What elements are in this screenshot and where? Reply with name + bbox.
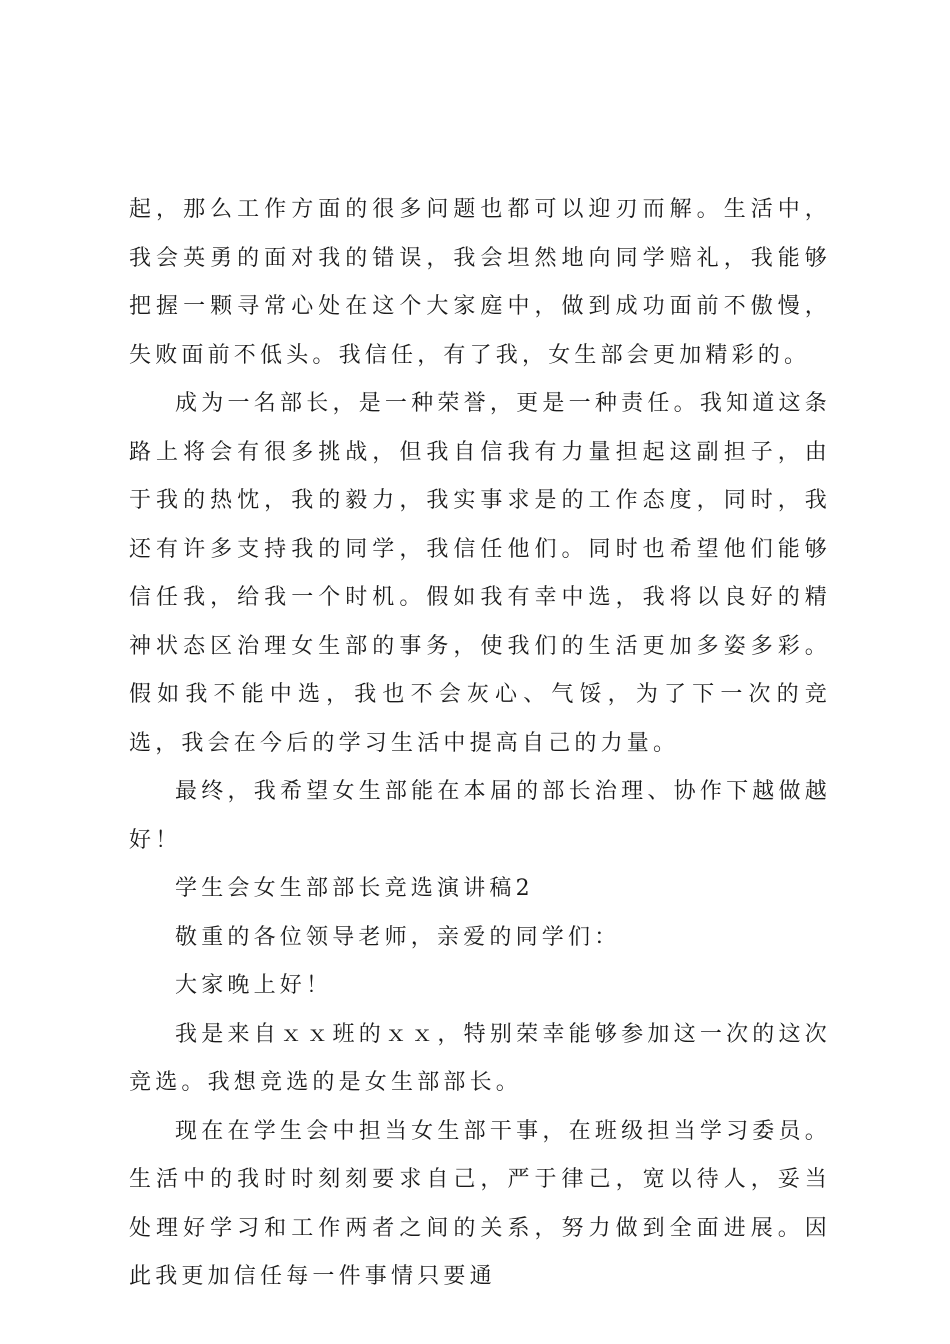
paragraph-continued: 起，那么工作方面的很多问题也都可以迎刃而解。生活中，我会英勇的面对我的错误，我会坦然地向同学赔礼，我能够把握一颗寻常心处在这个大家庭中，做到成功面前不傲慢，失败面前不低头。我信任，有了我，女生部会更加精彩的。 bbox=[129, 197, 831, 368]
document-body bbox=[129, 186, 831, 1302]
salutation: 敬重的各位领导老师，亲爱的同学们： bbox=[175, 924, 621, 950]
paragraph-closing: 最终，我希望女生部能在本届的部长治理、协作下越做越好！ bbox=[129, 779, 831, 853]
paragraph-current-role: 现在在学生会中担当女生部干事，在班级担当学习委员。生活中的我时时刻刻要求自己，严于律己，宽以待人，妥当处理好学习和工作两者之间的关系，努力做到全面进展。因此我更加信任每一件事情只要通 bbox=[129, 1118, 831, 1289]
section-heading: 学生会女生部部长竞选演讲稿2 bbox=[175, 876, 534, 901]
paragraph-responsibility: 成为一名部长，是一种荣誉，更是一种责任。我知道这条路上将会有很多挑战，但我自信我有力量担起这副担子，由于我的热忱，我的毅力，我实事求是的工作态度，同时，我还有许多支持我的同学，我信任他们。同时也希望他们能够信任我，给我一个时机。假如我有幸中选，我将以良好的精神状态区治理女生部的事务，使我们的生活更加多姿多彩。假如我不能中选，我也不会灰心、气馁，为了下一次的竞选，我会在今后的学习生活中提高自己的力量。 bbox=[129, 391, 831, 756]
paragraph-introduction: 我是来自ｘｘ班的ｘｘ，特别荣幸能够参加这一次的这次竞选。我想竞选的是女生部部长。 bbox=[129, 1021, 831, 1095]
greeting: 大家晚上好！ bbox=[175, 973, 333, 998]
